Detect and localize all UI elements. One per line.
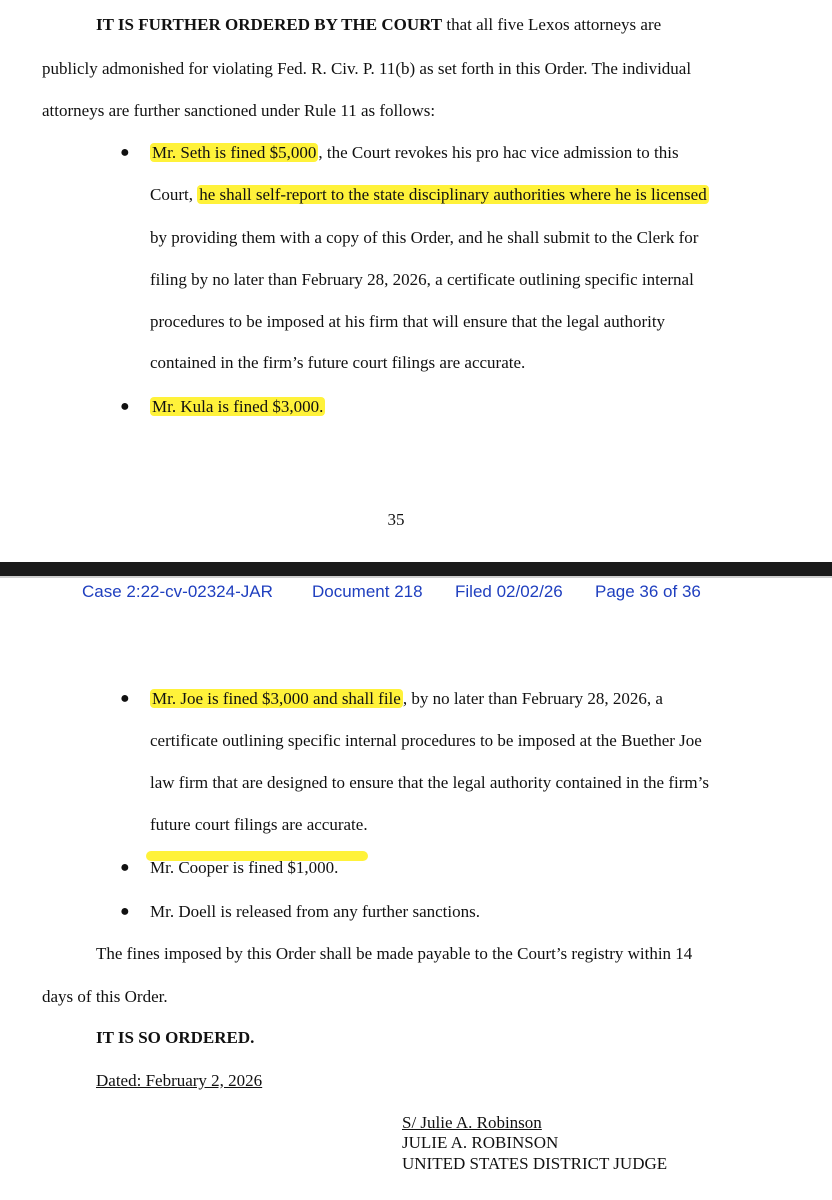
page-number: 35 — [387, 510, 405, 529]
fines-line-2: days of this Order. — [42, 987, 168, 1006]
order-paragraph-text: that all five Lexos attorneys are — [442, 15, 662, 34]
header-page: Page 36 of 36 — [595, 582, 701, 601]
order-paragraph-line-2: publicly admonished for violating Fed. R. Civ. P. 11(b) as set forth in this Order. The individual — [42, 59, 692, 78]
bullet-seth-line-2 — [150, 184, 709, 206]
order-heading-bold: IT IS FURTHER ORDERED BY THE COURT — [96, 15, 443, 34]
bullet-seth-line-3: by providing them with a copy of this Order, and he shall submit to the Clerk for — [150, 228, 699, 247]
highlight-self-report: he shall self-report to the state disciplinary authorities where he is licensed — [199, 185, 707, 204]
bullet-icon: ● — [120, 859, 130, 876]
highlight-kula-fine: Mr. Kula is fined $3,000. — [152, 397, 324, 416]
bullet-joe-line-1 — [150, 688, 663, 710]
bullet-joe-line-4: future court filings are accurate. — [150, 815, 368, 834]
signature-line: S/ Julie A. Robinson — [402, 1113, 542, 1132]
bullet-joe-text: , by no later than February 28, 2026, a — [402, 689, 663, 708]
bullet-seth-line-1 — [150, 142, 679, 164]
bullet-icon: ● — [120, 144, 130, 161]
fines-line-1: The fines imposed by this Order shall be made payable to the Court’s registry within 14 — [96, 944, 693, 963]
signer-title: UNITED STATES DISTRICT JUDGE — [402, 1154, 668, 1173]
bullet-cooper: Mr. Cooper is fined $1,000. — [150, 858, 339, 877]
bullet-doell: Mr. Doell is released from any further sanctions. — [150, 902, 480, 921]
header-case-number: Case 2:22-cv-02324-JAR — [82, 582, 273, 601]
dated-line: Dated: February 2, 2026 — [96, 1071, 263, 1090]
so-ordered: IT IS SO ORDERED. — [96, 1028, 255, 1047]
page-divider-shadow — [0, 576, 832, 578]
bullet-seth-line-6: contained in the firm’s future court filings are accurate. — [150, 353, 526, 372]
order-paragraph-line-1 — [96, 14, 661, 36]
highlight-joe-fine: Mr. Joe is fined $3,000 and shall file — [152, 689, 401, 708]
bullet-icon: ● — [120, 903, 130, 920]
bullet-joe-line-3: law firm that are designed to ensure that the legal authority contained in the firm’s — [150, 773, 709, 792]
bullet-joe-line-2: certificate outlining specific internal procedures to be imposed at the Buether Joe — [150, 731, 702, 750]
bullet-seth-court: Court, — [150, 185, 198, 204]
bullet-seth-line-5: procedures to be imposed at his firm that will ensure that the legal authority — [150, 312, 666, 331]
order-paragraph-line-3: attorneys are further sanctioned under Rule 11 as follows: — [42, 101, 436, 120]
page-divider — [0, 562, 832, 576]
bullet-seth-line-4: filing by no later than February 28, 2026, a certificate outlining specific internal — [150, 270, 694, 289]
header-document: Document 218 — [312, 582, 423, 601]
bullet-kula — [150, 396, 325, 418]
header-filed: Filed 02/02/26 — [455, 582, 563, 601]
ecf-header — [0, 580, 832, 606]
bullet-icon: ● — [120, 398, 130, 415]
signer-name: JULIE A. ROBINSON — [402, 1133, 559, 1152]
highlight-seth-fine: Mr. Seth is fined $5,000 — [152, 143, 317, 162]
bullet-icon: ● — [120, 690, 130, 707]
bullet-seth-text: , the Court revokes his pro hac vice admission to this — [318, 143, 679, 162]
